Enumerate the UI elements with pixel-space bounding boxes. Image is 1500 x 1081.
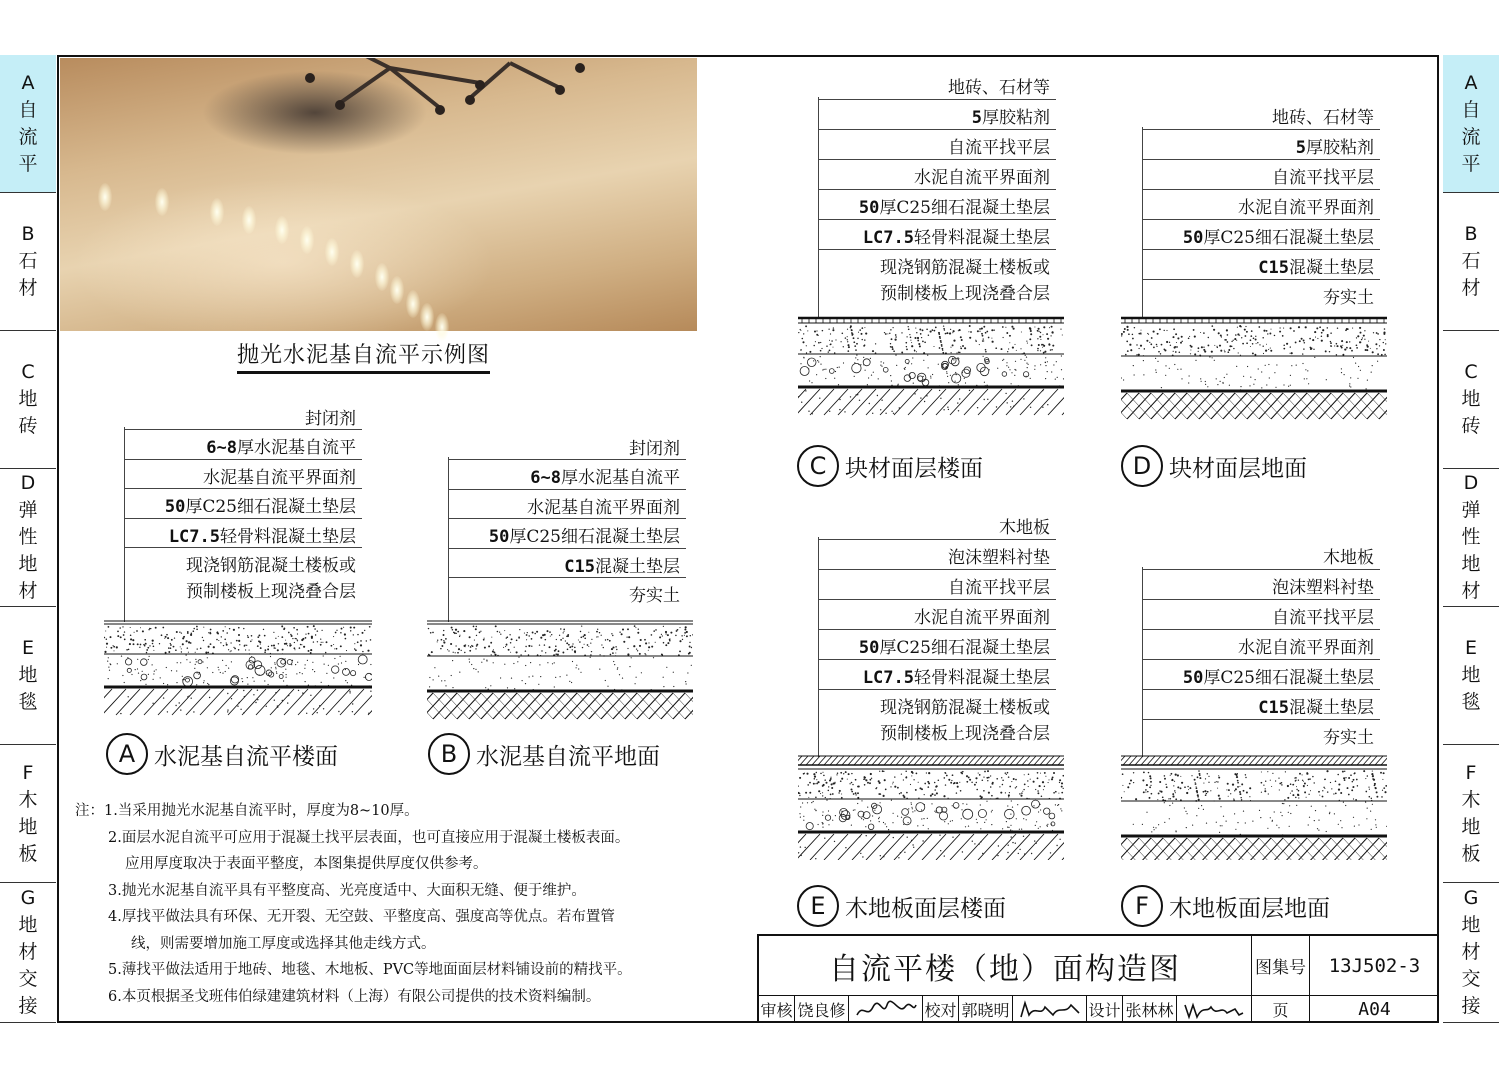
layer-label-b-1: 6~8厚水泥基自流平 [530,468,680,488]
layer-label-c-5: LC7.5轻骨料混凝土垫层 [862,228,1050,248]
layer-underline [1142,249,1380,250]
layer-label-e-4: 50厚C25细石混凝土垫层 [858,638,1050,658]
reviewer-name: 饶良修 [795,996,849,1023]
side-tab-b-right[interactable] [1443,193,1499,331]
layer-underline [818,629,1056,630]
side-tab-label: 自流平 [1461,98,1481,175]
layer-underline [1142,629,1380,630]
photo-caption: 抛光水泥基自流平示例图 [237,338,490,374]
section-letter-circle: D [1121,445,1163,487]
atlas-label: 图集号 [1252,936,1310,996]
layer-underline [448,518,686,519]
side-tab-e-right[interactable] [1443,607,1499,745]
side-tab-f-left[interactable] [0,745,56,883]
layer-underline [818,189,1056,190]
leader-line-a [124,427,125,622]
side-tab-letter: E [1464,637,1477,659]
layer-label-e-3: 水泥自流平界面剂 [914,608,1050,628]
layer-underline [124,518,362,519]
side-tab-letter: F [22,761,34,784]
layer-label-d-6: 夯实土 [1323,288,1374,308]
review-label: 审核 [759,996,795,1023]
layer-underline [1142,159,1380,160]
layer-label-c-7: 预制楼板上现浇叠合层 [880,284,1050,304]
side-tab-label: 弹性地材 [18,499,38,602]
side-tab-label: 地材交接 [1461,914,1481,1017]
layer-label-c-6: 现浇钢筋混凝土楼板或 [880,258,1050,278]
layer-label-b-5: 夯实土 [629,586,680,606]
note-3: 3.抛光水泥基自流平具有平整度高、光亮度适中、大面积无缝、便于维护。 [108,882,586,899]
checker-signature [1013,996,1087,1023]
side-tab-label: 地材交接 [18,914,38,1017]
layer-underline [818,599,1056,600]
section-tag-a [106,733,338,775]
check-label: 校对 [923,996,959,1023]
layer-label-d-5: C15混凝土垫层 [1258,258,1374,278]
layer-label-e-1: 泡沫塑料衬垫 [948,548,1050,568]
layer-label-c-3: 水泥自流平界面剂 [914,168,1050,188]
section-drawing-b [427,620,693,725]
layer-underline [1142,719,1380,720]
layer-label-e-6: 现浇钢筋混凝土楼板或 [880,698,1050,718]
layer-label-f-1: 泡沫塑料衬垫 [1272,578,1374,598]
side-tab-label: 地砖 [1461,388,1481,437]
section-tag-e [797,885,1006,927]
side-tab-label: 石材 [18,250,38,299]
section-drawing-e [798,755,1064,860]
layer-label-c-4: 50厚C25细石混凝土垫层 [858,198,1050,218]
layer-underline [818,689,1056,690]
side-tab-g-left[interactable] [0,883,56,1023]
layer-underline [818,249,1056,250]
side-tab-label: 弹性地材 [1461,499,1481,602]
section-letter-circle: E [797,885,839,927]
layer-label-a-4: LC7.5轻骨料混凝土垫层 [168,526,356,547]
checker-name: 郭晓明 [959,996,1013,1023]
section-title: 块材面层地面 [1169,455,1307,482]
note-4: 4.厚找平做法具有环保、无开裂、无空鼓、平整度高、强度高等优点。若布置管 [108,909,615,925]
layer-label-d-4: 50厚C25细石混凝土垫层 [1182,228,1374,248]
layer-underline [1142,189,1380,190]
side-tab-letter: A [21,71,35,94]
layer-underline [448,459,686,460]
layer-label-e-2: 自流平找平层 [948,578,1050,598]
section-tag-b [428,733,660,775]
side-tab-label: 地毯 [1461,664,1481,713]
layer-label-f-4: 50厚C25细石混凝土垫层 [1182,668,1374,688]
layer-label-f-3: 水泥自流平界面剂 [1238,638,1374,658]
side-tab-letter: B [21,223,35,245]
layer-label-a-5: 现浇钢筋混凝土楼板或 [186,556,356,576]
layer-underline [818,659,1056,660]
layer-label-a-3: 50厚C25细石混凝土垫层 [164,497,356,517]
layer-label-d-2: 自流平找平层 [1272,168,1374,188]
layer-label-c-1: 5厚胶粘剂 [971,108,1050,128]
side-tab-g-right[interactable] [1443,883,1499,1023]
side-tab-label: 地毯 [18,664,38,713]
section-letter-circle: B [428,733,470,775]
layer-label-d-0: 地砖、石材等 [1272,108,1374,128]
section-title: 水泥基自流平地面 [476,743,660,770]
layer-label-b-0: 封闭剂 [629,438,680,459]
layer-label-b-2: 水泥基自流平界面剂 [527,497,680,518]
layer-underline [1142,599,1380,600]
side-tab-letter: D [1463,472,1479,494]
side-tab-letter: B [1464,223,1478,245]
side-tab-letter: C [21,361,35,383]
side-tab-label: 木地板 [18,788,38,865]
layer-underline [124,547,362,548]
side-tab-a-left[interactable] [0,55,56,193]
layer-label-a-1: 6~8厚水泥基自流平 [206,438,356,458]
section-drawing-c [798,316,1064,421]
example-photo [60,58,697,331]
layer-underline [124,488,362,489]
layer-underline [448,577,686,578]
design-label: 设计 [1087,996,1123,1023]
layer-underline [1142,279,1380,280]
layer-label-b-4: C15混凝土垫层 [564,556,680,577]
layer-label-f-6: 夯实土 [1323,728,1374,748]
side-tab-c-right[interactable] [1443,331,1499,469]
side-tab-letter: A [1464,71,1478,94]
layer-label-c-0: 地砖、石材等 [948,78,1050,98]
layer-underline [124,459,362,460]
note-1: 注：1.当采用抛光水泥基自流平时，厚度为8~10厚。 [75,803,419,819]
notes [75,798,632,1010]
title-block [757,934,1439,1023]
side-tab-d-left[interactable] [0,469,56,607]
layer-underline [1142,569,1380,570]
section-title: 木地板面层楼面 [845,895,1006,922]
section-tag-f [1121,885,1330,927]
side-tab-letter: E [21,637,34,659]
side-tab-label: 地砖 [18,388,38,437]
section-letter-circle: C [797,445,839,487]
side-tab-c-left[interactable] [0,331,56,469]
note-6: 6.本页根据圣戈班伟伯绿建建筑材料（上海）有限公司提供的技术资料编制。 [108,988,601,1005]
side-tab-d-right[interactable] [1443,469,1499,607]
section-drawing-d [1121,316,1387,421]
layer-underline [1142,129,1380,130]
section-tag-c [797,445,983,487]
leader-line-d [1142,127,1143,318]
section-drawing-f [1121,755,1387,860]
layer-label-f-5: C15混凝土垫层 [1258,698,1374,718]
section-letter-circle: A [106,733,148,775]
note-2: 2.面层水泥自流平可应用于混凝土找平层表面，也可直接应用于混凝土楼板表面。 [108,829,630,846]
layer-underline [818,99,1056,100]
layer-underline [1142,659,1380,660]
layer-label-f-2: 自流平找平层 [1272,608,1374,628]
designer-signature [1177,996,1252,1023]
layer-underline [124,429,362,430]
drawing-title: 自流平楼（地）面构造图 [759,936,1252,996]
layer-underline [818,569,1056,570]
chair-base [60,58,697,331]
side-tab-label: 木地板 [1461,788,1481,865]
note-5: 5.薄找平做法适用于地砖、地毯、木地板、PVC等地面面层材料铺设前的精找平。 [108,962,632,978]
layer-underline [1142,689,1380,690]
layer-underline [818,129,1056,130]
layer-label-e-0: 木地板 [999,518,1050,538]
note-2-cont: 应用厚度取决于表面平整度，本图集提供厚度仅供参考。 [125,856,488,872]
layer-underline [818,159,1056,160]
side-tab-label: 石材 [1461,250,1481,299]
side-tab-letter: D [20,472,36,494]
layer-label-d-1: 5厚胶粘剂 [1295,138,1374,158]
section-title: 水泥基自流平楼面 [154,743,338,770]
side-tab-a-right[interactable] [1443,55,1499,193]
layer-label-a-2: 水泥基自流平界面剂 [203,467,356,488]
layer-label-b-3: 50厚C25细石混凝土垫层 [488,527,680,547]
layer-underline [448,548,686,549]
layer-label-d-3: 水泥自流平界面剂 [1238,198,1374,218]
layer-label-a-0: 封闭剂 [305,408,356,429]
note-4-cont: 线，则需要增加施工厚度或选择其他走线方式。 [131,935,436,952]
layer-underline [818,219,1056,220]
layer-underline [1142,219,1380,220]
designer-name: 张林林 [1123,996,1177,1023]
leader-line-e [818,537,819,757]
leader-line-c [818,97,819,318]
side-tab-label: 自流平 [18,98,38,175]
atlas-number: 13J502-3 [1310,936,1439,996]
reviewer-signature [849,996,923,1023]
side-tab-f-right[interactable] [1443,745,1499,883]
leader-line-f [1142,567,1143,757]
leader-line-b [448,457,449,622]
layer-underline [818,539,1056,540]
side-tab-letter: F [1465,761,1477,784]
notes-prefix: 注： [75,803,104,819]
layer-label-a-6: 预制楼板上现浇叠合层 [186,582,356,602]
side-tab-letter: G [20,887,36,909]
section-title: 块材面层楼面 [845,455,983,482]
side-tab-b-left[interactable] [0,193,56,331]
page-label: 页 [1252,996,1310,1023]
section-title: 木地板面层地面 [1169,895,1330,922]
layer-label-e-7: 预制楼板上现浇叠合层 [880,724,1050,744]
layer-label-c-2: 自流平找平层 [948,138,1050,158]
side-tab-e-left[interactable] [0,607,56,745]
side-tab-letter: G [1463,887,1479,909]
section-drawing-a [104,620,372,725]
section-tag-d [1121,445,1307,487]
page-number: A04 [1358,999,1391,1020]
section-letter-circle: F [1121,885,1163,927]
layer-label-f-0: 木地板 [1323,548,1374,568]
side-tab-letter: C [1464,361,1478,383]
layer-label-e-5: LC7.5轻骨料混凝土垫层 [862,668,1050,688]
layer-underline [448,489,686,490]
